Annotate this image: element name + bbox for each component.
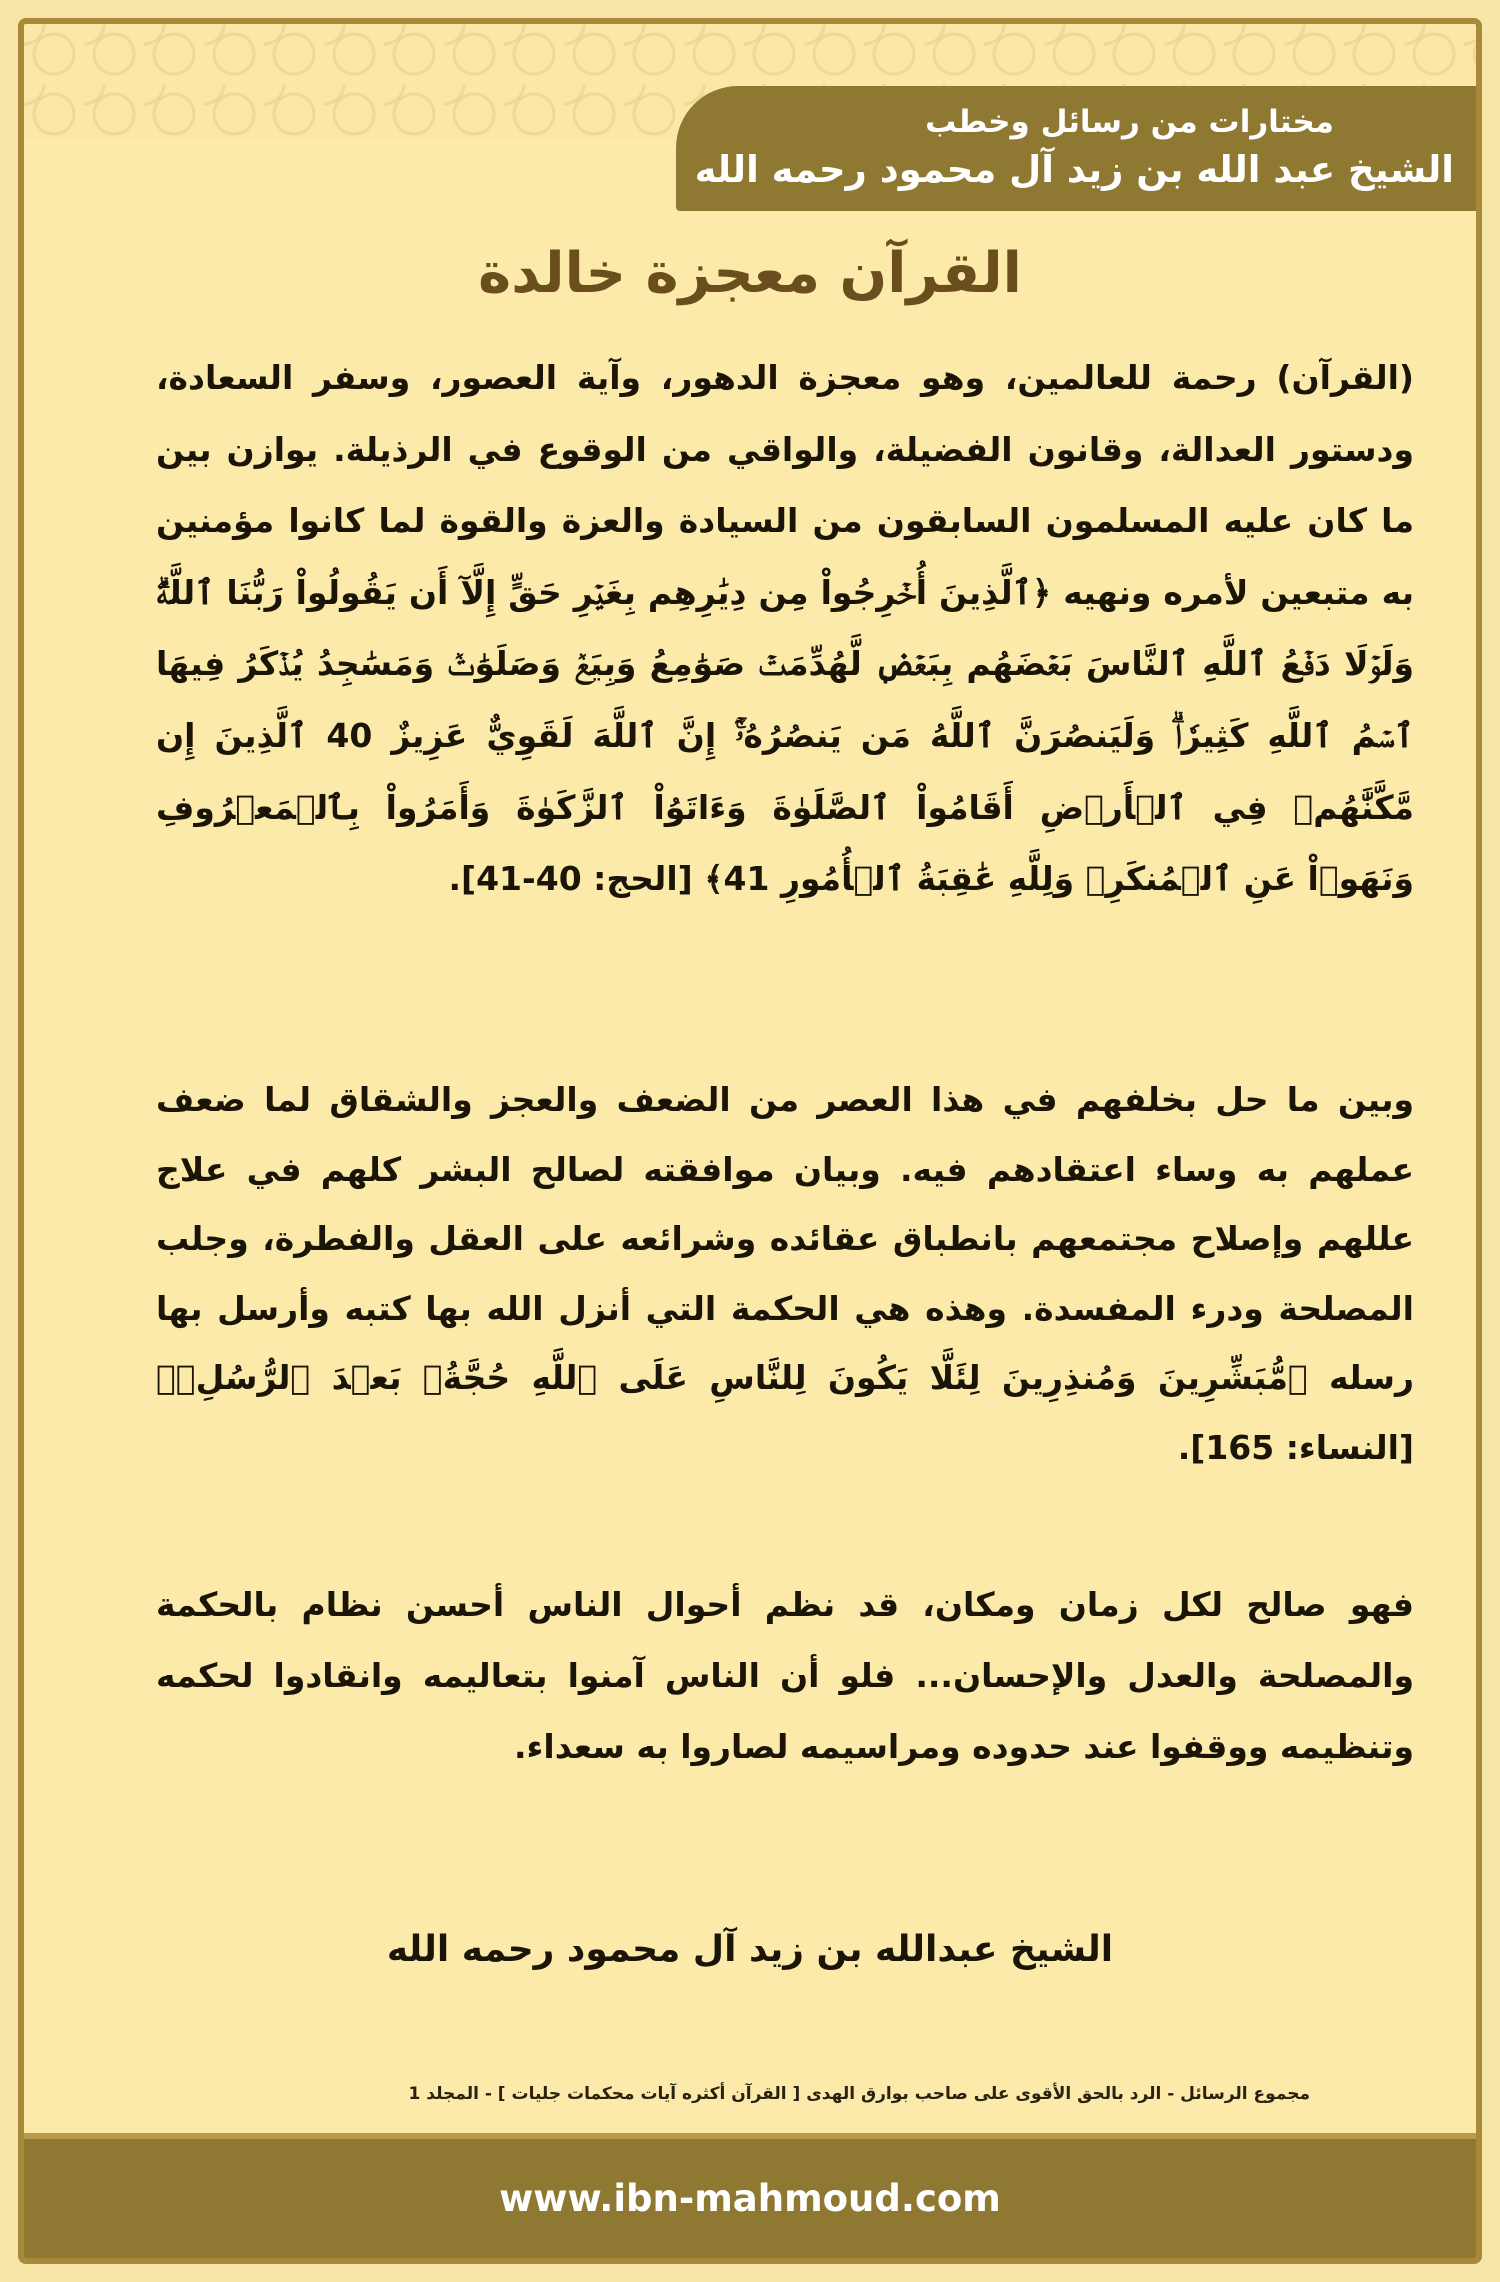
page-frame [18,18,1482,2264]
header-author: الشيخ عبد الله بن زيد آل محمود رحمه الله [694,148,1454,191]
paragraph-1: (القرآن) رحمة للعالمين، وهو معجزة الدهور، وآية العصور، وسفر السعادة، ودستور العدالة، وقانون الفضيلة، والواقي من الوقوع في الرذيلة. يوازن بين ما كان عليه المسلمون السابقون من السيادة والعزة والقوة لما كانوا مؤمنين به متبعين لأمره ونهيه ﴿ٱلَّذِينَ أُخۡرِجُواْ مِن دِيَٰرِهِم بِغَيۡرِ حَقٍّ إِلَّآ أَن يَقُولُواْ رَبُّنَا ٱللَّهُۗ وَلَوۡلَا دَفۡعُ ٱللَّهِ ٱلنَّاسَ بَعۡضَهُم بِبَعۡضٖ لَّهُدِّمَتۡ صَوَٰمِعُ وَبِيَعٞ وَصَلَوَٰتٞ وَمَسَٰجِدُ يُذۡكَرُ فِيهَا ٱسۡمُ ٱللَّهِ كَثِيرٗاۗ وَلَيَنصُرَنَّ ٱللَّهُ مَن يَنصُرُهُۥٓۚ إِنَّ ٱللَّهَ لَقَوِيٌّ عَزِيزٌ 40 ٱلَّذِينَ إِن مَّكَّنَّٰهُمۡ فِي ٱلۡأَرۡضِ أَقَامُواْ ٱلصَّلَوٰةَ وَءَاتَوُاْ ٱلزَّكَوٰةَ وَأَمَرُواْ بِٱلۡمَعۡرُوفِ وَنَهَوۡاْ عَنِ ٱلۡمُنكَرِۗ وَلِلَّهِ عَٰقِبَةُ ٱلۡأُمُورِ 41﴾ [الحج: 40-41]. [156,358,1414,899]
footer-website-link[interactable]: www.ibn-mahmoud.com [24,2133,1476,2258]
signature: الشيخ عبدالله بن زيد آل محمود رحمه الله [386,1929,1114,1970]
source-citation: مجموع الرسائل - الرد بالحق الأقوى على صاحب بوارق الهدى [ القرآن أكثره آيات محكمات جليات ] - المجلد 1 [408,2084,1310,2104]
article-body-paragraph-1 [156,342,1414,915]
article-body-paragraph-3 [156,1569,1414,1782]
header-series-title: مختارات من رسائل وخطب [925,104,1334,140]
paragraph-3: فهو صالح لكل زمان ومكان، قد نظم أحوال الناس أحسن نظام بالحكمة والمصلحة والعدل والإحسان... فلو أن الناس آمنوا بتعاليمه وانقادوا لحكمه وتنظيمه ووقفوا عند حدوده ومراسيمه لصاروا به سعداء. [156,1585,1414,1766]
paragraph-2: وبين ما حل بخلفهم في هذا العصر من الضعف والعجز والشقاق لما ضعف عملهم به وساء اعتقادهم فيه. وبيان موافقته لصالح البشر كلهم في علاج عللهم وإصلاح مجتمعهم بانطباق عقائده وشرائعه على العقل والفطرة، وجلب المصلحة ودرء المفسدة. وهذه هي الحكمة التي أنزل الله بها كتبه وأرسل بها رسله ﴿مُّبَشِّرِينَ وَمُنذِرِينَ لِئَلَّا يَكُونَ لِلنَّاسِ عَلَى ٱللَّهِ حُجَّةُۢ بَعۡدَ ٱلرُّسُلِۚ﴾ [النساء: 165]. [156,1080,1414,1467]
header-banner [676,86,1476,211]
article-title: القرآن معجزة خالدة [478,241,1022,306]
article-body-paragraph-2 [156,1065,1414,1482]
